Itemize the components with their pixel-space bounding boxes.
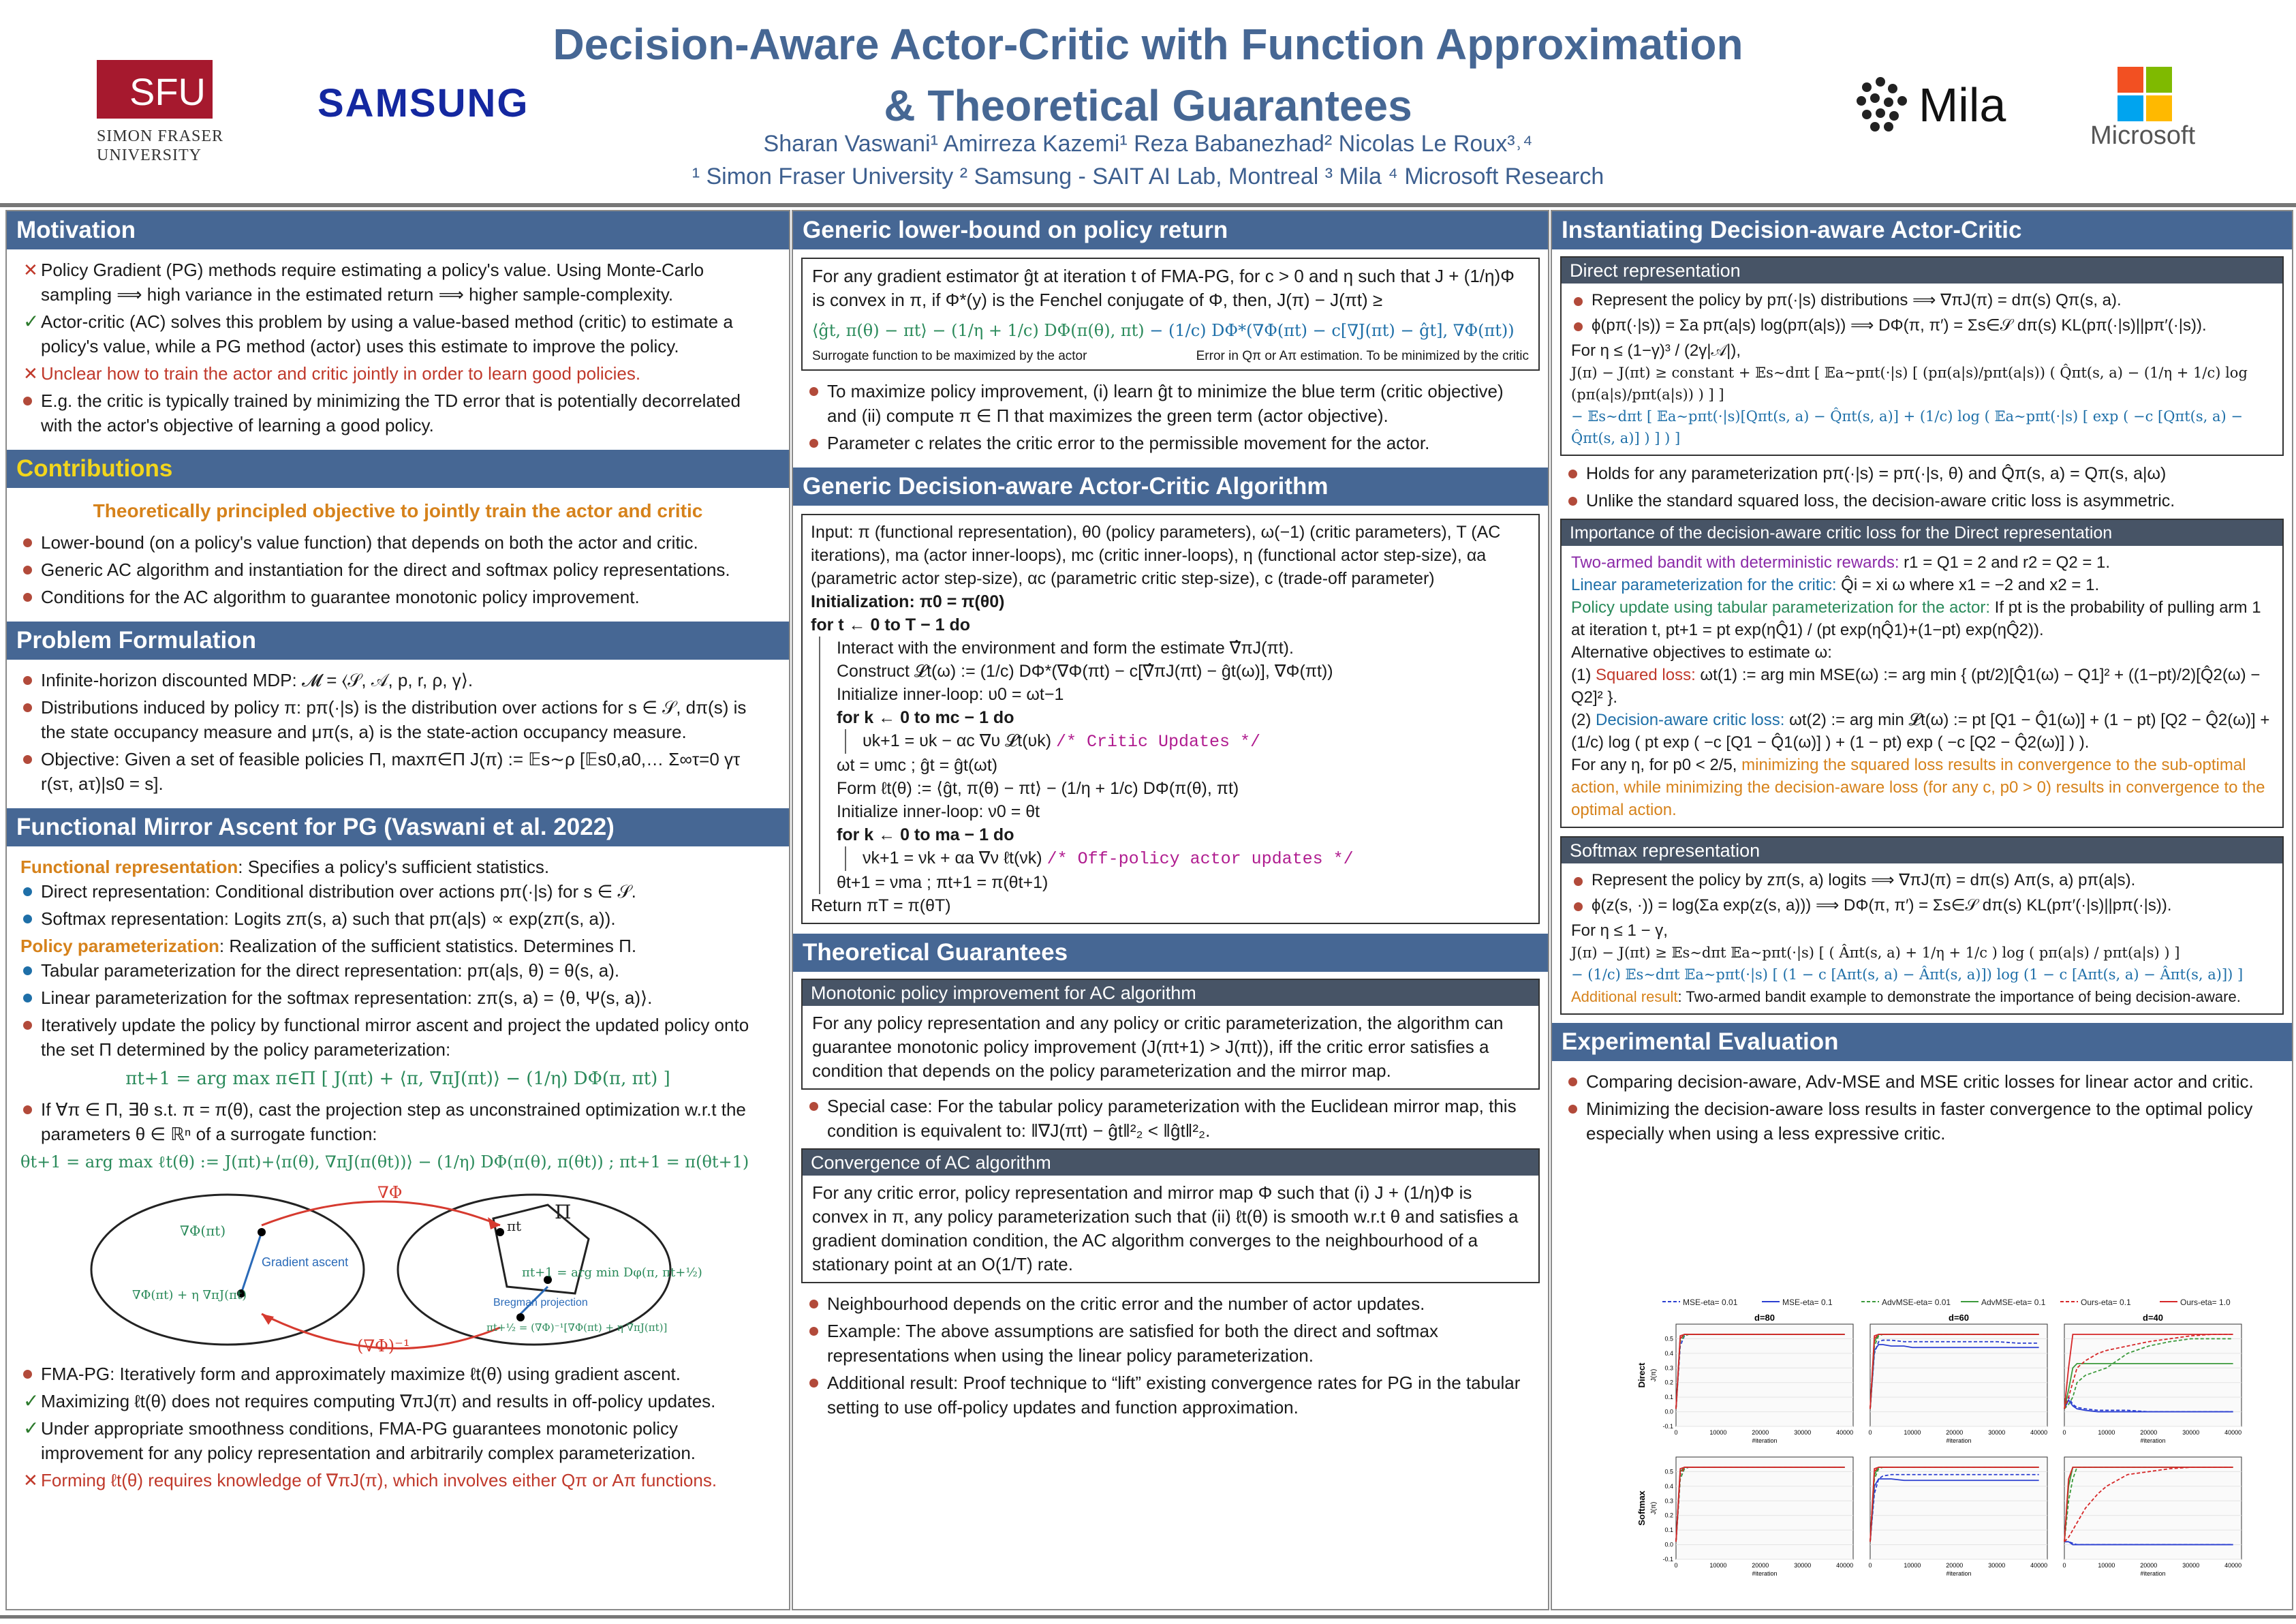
direct-notes [1552, 456, 2292, 519]
column-left [5, 210, 790, 1610]
x-tick-label: 30000 [1794, 1562, 1812, 1569]
microsoft-logo-icon [2117, 67, 2172, 121]
algorithm-box [801, 514, 1540, 924]
softmax-additional [1571, 985, 2273, 1008]
y-tick-label: 0.4 [1664, 1482, 1673, 1490]
param-item: Tabular parameterization for the direct representation: pπ(a|s, θ) = θ(s, a). [41, 958, 775, 983]
motivation-item: ✓ Actor-critic (AC) solves this problem by using a value-based method (critic) to estimate a policy's value, while a PG method (actor) uses this estimate to improve the policy. [41, 309, 775, 358]
contributions-headline: Theoretically principled objective to jointly train the actor and critic [93, 500, 703, 521]
problem-body [7, 660, 789, 808]
contribution-item: Generic AC algorithm and instantiation for the direct and softmax policy representations. [41, 557, 775, 582]
linear-critic-label: Linear parameterization for the critic: [1571, 576, 1837, 594]
affiliation-list: ¹ Simon Fraser University ² Samsung - SAIT AI Lab, Montreal ³ Mila ⁴ Microsoft Research [692, 164, 1604, 189]
da-loss-number: (2) [1571, 711, 1596, 729]
algo-return: Return πT = π(θT) [811, 896, 951, 915]
motivation-example: E.g. the critic is typically trained by minimizing the TD error that is potentially decorrelated with the actor's objective of learning a good policy. [41, 390, 741, 435]
direct-item: ϕ(pπ(·|s)) = Σa pπ(a|s) log(pπ(a|s)) ⟹ DΦ(π, π′) = Σs∈𝒮 dπ(s) KL(pπ(·|s)||pπ′(·|s)). [1592, 314, 2273, 337]
softmax-box [1560, 836, 2284, 1015]
x-tick-label: 0 [1868, 1429, 1872, 1436]
da-loss-label: Decision-aware critic loss: [1596, 711, 1785, 729]
y-tick-label: 0.5 [1664, 1335, 1673, 1343]
problem-item: Infinite-horizon discounted MDP: 𝓜 = ⟨𝒮, 𝒜, p, r, ρ, γ⟩. [41, 668, 775, 692]
convergence-box [801, 1148, 1540, 1283]
x-tick-label: 0 [1868, 1562, 1872, 1569]
monotonic-box [801, 979, 1540, 1090]
convergence-text: For any critic error, policy representation and mirror map Φ such that (i) J + (1/η)Φ is convex in π, any policy parameterization such that (ii) ℓt(θ) is smooth w.r.t θ and satisfies a gradient domination condition, the AC algorithm converges to the neighbourhood of a stationary point at an O(1/T) rate. [812, 1182, 1519, 1274]
contributions-body [7, 488, 789, 622]
additional-text: : Two-armed bandit example to demonstrate the importance of being decision-aware. [1677, 988, 2241, 1005]
bandit-label: Two-armed bandit with deterministic rewards: [1571, 553, 1899, 572]
importance-line [1571, 551, 2273, 574]
func-rep-text: : Specifies a policy's sufficient statistics. [238, 857, 550, 877]
legend-label: MSE-eta= 0.1 [1782, 1298, 1833, 1307]
diagram-left-point: ∇Φ(πt) [180, 1223, 226, 1239]
title-line1: Decision-Aware Actor-Critic with Function Approximation [553, 20, 1743, 69]
diagram-inv-grad-phi: (∇Φ)⁻¹ [357, 1336, 410, 1355]
monotonic-text: For any policy representation and any policy or critic parameterization, the algorithm can guarantee monotonic policy improvement (J(πt+1) > J(πt)), iff the critic error satisfies a condition that depends on the policy parameterization and the mirror map. [812, 1013, 1504, 1081]
algo-actor-loop [845, 846, 1530, 871]
panel-title: d=40 [2143, 1313, 2163, 1323]
column-middle [792, 210, 1549, 1610]
special-case-item: Special case: For the tabular policy parameterization with the Euclidean mirror map, this condition is equivalent to: ‖∇J(πt) − ĝt‖²₂ < ‖ĝt‖²₂. [827, 1094, 1534, 1143]
motivation-item [41, 388, 775, 438]
x-tick-label: 40000 [2224, 1562, 2242, 1569]
softmax-eq-critic: − (1/c) 𝔼s∼dπt 𝔼a∼pπt(·|s) [ (1 − c [Aπt(s, a) − Âπt(s, a)]) log (1 − c [Aπt(s, a) − Âπt(s, a)]) ] [1571, 966, 2244, 983]
softmax-eta: For η ≤ 1 − γ, [1571, 921, 1668, 940]
importance-body [1562, 546, 2282, 827]
importance-line [1571, 754, 2273, 821]
x-axis-label: #iteration [2140, 1437, 2166, 1444]
algo-input: Input: π (functional representation), θ0 (policy parameters), ω(−1) (critic parameters), T (AC iterations), ma (actor inner-loops), mc (critic inner-loops), η (functional actor step-size), αa (parametric actor step-size), αc (parametric critic step-size), c (trade-off parameter) [811, 523, 1501, 588]
lower-bound-item: Parameter c relates the critic error to the permissible movement for the actor. [827, 431, 1534, 455]
direct-eta: For η ≤ (1−γ)³ / (2γ|𝒜|), [1571, 341, 1741, 360]
x-tick-label: 10000 [2098, 1562, 2115, 1569]
x-tick-label: 30000 [1794, 1429, 1812, 1436]
y-tick-label: 0.0 [1664, 1541, 1673, 1548]
importance-line [1571, 709, 2273, 754]
importance-line: Alternative objectives to estimate ω: [1571, 643, 1832, 662]
theory-item: Additional result: Proof technique to “lift” existing convergence rates for PG in the tabular setting to use off-policy updates and function approximation. [827, 1370, 1534, 1420]
algo-actor-comment: /* Off-policy actor updates */ [1046, 849, 1354, 869]
poster-header [0, 0, 2296, 189]
squared-loss-text: ωt(1) := arg min MSE(ω) := arg min { (pt/2)[Q̂1(ω) − Q1]² + ((1−pt)/2)[Q̂2(ω) − Q2]² }. [1571, 666, 2261, 707]
fma-update-equation: πt+1 = arg max π∈Π [ J(πt) + ⟨π, ∇πJ(πt)⟩ − (1/η) DΦ(π, πt) ] [125, 1069, 670, 1089]
problem-heading: Problem Formulation [7, 622, 789, 660]
panel-frame [1870, 1324, 2047, 1426]
y-tick-label: -0.1 [1662, 1556, 1673, 1563]
algo-for-t: for t ← 0 to T − 1 do [811, 615, 971, 634]
brace-right-caption: Error in Qπ or Aπ estimation. To be minimized by the critic [1196, 349, 1529, 363]
theory-item: Example: The above assumptions are satisfied for both the direct and softmax representations when using the linear policy parameterization. [827, 1319, 1534, 1368]
diagram-bregman: Bregman projection [493, 1297, 588, 1308]
actor-term: ⟨ĝt, π(θ) − πt⟩ − (1/η + 1/c) DΦ(π(θ), πt) [812, 321, 1145, 340]
mila-logo-text: Mila [1919, 78, 2006, 132]
contribution-item: Conditions for the AC algorithm to guarantee monotonic policy improvement. [41, 585, 775, 609]
y-tick-label: 0.1 [1664, 1527, 1673, 1534]
surrogate-equation: θt+1 = arg max ℓt(θ) := J(πt)+⟨π(θ), ∇πJ(π(θt))⟩ − (1/η) DΦ(π(θ), π(θt)) ; πt+1 = π(θt+1) [20, 1152, 749, 1171]
diagram-grad-phi: ∇Φ [377, 1183, 403, 1202]
legend-label: AdvMSE-eta= 0.01 [1882, 1298, 1951, 1307]
theory-body [793, 1283, 1548, 1432]
diagram-left-lower: ∇Φ(πt) + η ∇πJ(πt) [132, 1288, 247, 1302]
y-axis-label: J(π) [1650, 1368, 1658, 1382]
x-tick-label: 30000 [2182, 1562, 2200, 1569]
x-tick-label: 40000 [2030, 1429, 2048, 1436]
x-tick-label: 20000 [1946, 1429, 1964, 1436]
linear-critic-text: Q̂i = xi ω where x1 = −2 and x2 = 1. [1836, 576, 2100, 594]
special-case [793, 1090, 1548, 1148]
y-axis-label: J(π) [1650, 1501, 1658, 1515]
x-axis-label: #iteration [1752, 1437, 1778, 1444]
diagram-bottom-eq: πt+½ = (∇Φ)⁻¹[∇Φ(πt) + η ∇πJ(πt)] [486, 1321, 668, 1334]
x-axis-label: #iteration [1752, 1570, 1778, 1577]
da-loss-text: ωt(2) := arg min 𝓛t(ω) := pt [Q1 − Q̂1(ω)] + (1 − pt) [Q2 − Q̂2(ω)] + (1/c) log ( pt exp ( −c [Q1 − Q̂1(ω)] ) + (1 − pt) exp ( −c [Q2 − Q̂2(ω)] ) ). [1571, 711, 2270, 752]
experimental-heading: Experimental Evaluation [1552, 1023, 2292, 1061]
diagram-right-update: πt+1 = arg min Dφ(π, πt+½) [522, 1266, 702, 1280]
func-rep-label: Functional representation [20, 857, 238, 877]
importance-subheading: Importance of the decision-aware critic loss for the Direct representation [1562, 520, 2282, 546]
y-tick-label: 0.5 [1664, 1468, 1673, 1475]
mirror-ascent-diagram [57, 1178, 739, 1362]
x-tick-label: 20000 [1752, 1562, 1769, 1569]
contribution-item: Lower-bound (on a policy's value function) that depends on both the actor and critic. [41, 530, 775, 555]
legend-label: MSE-eta= 0.01 [1683, 1298, 1738, 1307]
x-tick-label: 20000 [1946, 1562, 1964, 1569]
result-text: minimizing the squared loss results in convergence to the sub-optimal action, while minimizing the decision-aware loss (for any c, p0 > 0) results in convergence to the optimal action. [1571, 756, 2265, 819]
importance-box [1560, 519, 2284, 828]
fma-body [7, 846, 789, 1505]
x-tick-label: 40000 [1836, 1429, 1854, 1436]
theory-heading: Theoretical Guarantees [793, 934, 1548, 972]
diagram-right-point: πt [507, 1218, 522, 1234]
x-axis-label: #iteration [2140, 1570, 2166, 1577]
panel-title: d=80 [1754, 1313, 1775, 1323]
x-tick-label: 10000 [1709, 1562, 1727, 1569]
algo-line: Initialize inner-loop: υ0 = ωt−1 [837, 685, 1064, 704]
lower-bound-body [793, 371, 1548, 468]
fma-bottom-item: ✓ Under appropriate smoothness conditions, FMA-PG guarantees monotonic policy improvement for any policy representation and arbitrarily complex parameterization. [41, 1416, 775, 1465]
lower-bound-text: For any gradient estimator ĝt at iteration t of FMA-PG, for c > 0 and η such that J + (1/η)Φ is convex in π, if Φ*(y) is the Fenchel conjugate of Φ, then, J(π) − J(πt) ≥ [812, 266, 1515, 310]
x-tick-label: 30000 [1988, 1429, 2006, 1436]
squared-loss-label: Squared loss: [1596, 666, 1696, 684]
brace-captions [803, 349, 1538, 369]
panel-frame [1870, 1457, 2047, 1559]
softmax-item: ϕ(z(s, ·)) = log(Σa exp(z(s, a))) ⟹ DΦ(π, π′) = Σs∈𝒮 dπ(s) KL(pπ′(·|s)||pπ(·|s)). [1592, 894, 2273, 917]
bandit-text: r1 = Q1 = 2 and r2 = Q2 = 1. [1899, 553, 2111, 572]
x-tick-label: 40000 [1836, 1562, 1854, 1569]
motivation-item: ✕ Policy Gradient (PG) methods require estimating a policy's value. Using Monte-Carlo sampling ⟹ high variance in the estimated return ⟹ higher sample-complexity. [41, 258, 775, 307]
lower-bound-item: To maximize policy improvement, (i) learn ĝt to minimize the blue term (critic objective) and (ii) compute π ∈ Π that maximizes the green term (actor objective). [827, 379, 1534, 428]
squared-loss-number: (1) [1571, 666, 1596, 684]
iterate-item: Iteratively update the policy by functional mirror ascent and project the updated policy onto the set Π determined by the policy parameterization: [41, 1013, 775, 1062]
x-tick-label: 0 [2062, 1562, 2066, 1569]
algo-line: for k ← 0 to ma − 1 do [837, 825, 1014, 844]
monotonic-subheading: Monotonic policy improvement for AC algorithm [803, 980, 1538, 1006]
problem-item: Objective: Given a set of feasible policies Π, maxπ∈Π J(π) := 𝔼s∼ρ [𝔼s0,a0,… Σ∞τ=0 γτ r(sτ, aτ)|s0 = s]. [41, 747, 775, 796]
x-tick-label: 20000 [2140, 1562, 2158, 1569]
algo-critic-update: υk+1 = υk − αc ∇υ 𝓛t(υk) [863, 731, 1052, 750]
algo-line: Interact with the environment and form the estimate ∇̂πJ(πt). [837, 639, 1294, 658]
header-divider [0, 203, 2296, 207]
sfu-logo-text: SFU [129, 70, 206, 113]
importance-line [1571, 596, 2273, 641]
theory-item: Neighbourhood depends on the critic error and the number of actor updates. [827, 1291, 1534, 1316]
author-list: Sharan Vaswani¹ Amirreza Kazemi¹ Reza Babanezhad² Nicolas Le Roux³˒⁴ [763, 131, 1533, 157]
x-tick-label: 30000 [2182, 1429, 2200, 1436]
x-tick-label: 10000 [1904, 1562, 1921, 1569]
x-tick-label: 0 [1674, 1562, 1678, 1569]
row-label: Direct [1636, 1362, 1647, 1388]
row-label: Softmax [1636, 1490, 1647, 1526]
direct-note-item: Holds for any parameterization pπ(·|s) = pπ(·|s, θ) and Q̂π(s, a) = Qπ(s, a|ω) [1586, 461, 2278, 486]
x-tick-label: 20000 [1752, 1429, 1769, 1436]
problem-item: Distributions induced by policy π: pπ(·|s) is the distribution over actions for s ∈ 𝒮, dπ(s) is the state occupancy measure and μπ(s, a) is the state-action occupancy measure. [41, 695, 775, 744]
param-line [20, 934, 775, 958]
fma-bottom-item: ✕ Forming ℓt(θ) requires knowledge of ∇πJ(π), which involves either Qπ or Aπ functions. [41, 1468, 775, 1492]
result-prefix: For any η, for p0 < 2/5, [1571, 756, 1742, 774]
microsoft-logo-text: Microsoft [2090, 121, 2196, 150]
convergence-subheading: Convergence of AC algorithm [803, 1150, 1538, 1176]
mila-logo [1853, 74, 2006, 135]
func-rep-line [20, 855, 775, 879]
experimental-body [1552, 1061, 2292, 1151]
softmax-subheading: Softmax representation [1562, 838, 2282, 863]
direct-subheading: Direct representation [1562, 258, 2282, 284]
sfu-logo [97, 60, 213, 119]
algo-critic-comment: /* Critic Updates */ [1055, 732, 1261, 752]
brace-left-caption: Surrogate function to be maximized by the actor [812, 349, 1087, 363]
x-tick-label: 10000 [2098, 1429, 2115, 1436]
param-item: Linear parameterization for the softmax representation: zπ(s, a) = ⟨θ, Ψ(s, a)⟩. [41, 985, 775, 1010]
x-tick-label: 0 [1674, 1429, 1678, 1436]
y-tick-label: 0.1 [1664, 1394, 1673, 1401]
algorithm-heading: Generic Decision-aware Actor-Critic Algorithm [793, 468, 1548, 506]
y-tick-label: 0.3 [1664, 1364, 1673, 1372]
importance-line [1571, 574, 2273, 596]
samsung-logo: SAMSUNG [317, 81, 529, 125]
motivation-heading: Motivation [7, 211, 789, 249]
cast-item: If ∀π ∈ Π, ∃θ s.t. π = π(θ), cast the projection step as unconstrained optimization w.r.t the parameters θ ∈ ℝⁿ of a surrogate function: [41, 1097, 775, 1146]
algo-line: Initialize inner-loop: ν0 = θt [837, 802, 1040, 821]
direct-eq-critic: − 𝔼s∼dπt [ 𝔼a∼pπt(·|s)[Qπt(s, a) − Q̂πt(s, a)] + (1/c) log ( 𝔼a∼pπt(·|s) [ exp ( −c [Qπt(s, a) − Q̂πt(s, a)] ) ] ) ] [1571, 408, 2243, 446]
lower-bound-equation [803, 318, 1538, 349]
softmax-eq-actor: J(π) − J(πt) ≥ 𝔼s∼dπt 𝔼a∼pπt(·|s) [ ( Âπt(s, a) + 1/η + 1/c ) log ( pπ(a|s) / pπt(a|s) ) ] [1571, 945, 2180, 961]
mila-dots-icon [1853, 74, 1914, 135]
softmax-item: Represent the policy by zπ(s, a) logits ⟹ ∇πJ(π) = dπ(s) Aπ(s, a) pπ(a|s). [1592, 869, 2273, 891]
algo-init: Initialization: π0 = π(θ0) [811, 592, 1005, 611]
panel-frame [2064, 1457, 2241, 1559]
direct-body [1562, 284, 2282, 455]
x-tick-label: 0 [2062, 1429, 2066, 1436]
func-rep-item: Softmax representation: Logits zπ(s, a) such that pπ(a|s) ∝ exp(zπ(s, a)). [41, 906, 775, 931]
y-tick-label: 0.0 [1664, 1408, 1673, 1415]
direct-box [1560, 256, 2284, 456]
y-tick-label: 0.2 [1664, 1379, 1673, 1386]
y-tick-label: 0.4 [1664, 1349, 1673, 1357]
algo-line: for k ← 0 to mc − 1 do [837, 708, 1014, 727]
algo-line: ωt = υmc ; ĝt = ĝt(ωt) [837, 756, 998, 775]
algo-line: Construct 𝓛t(ω) := (1/c) DΦ*(∇Φ(πt) − c[∇̂πJ(πt) − ĝt(ω)], ∇Φ(πt)) [837, 662, 1333, 681]
lower-bound-box [801, 258, 1540, 371]
x-axis-label: #iteration [1946, 1570, 1972, 1577]
direct-item: Represent the policy by pπ(·|s) distributions ⟹ ∇πJ(π) = dπ(s) Qπ(s, a). [1592, 289, 2273, 311]
poster-title [518, 14, 1778, 136]
footer-divider [0, 1615, 2296, 1619]
algo-critic-loop [845, 729, 1530, 754]
x-tick-label: 30000 [1988, 1562, 2006, 1569]
results-chart-svg [1635, 1293, 2262, 1580]
critic-term: − (1/c) DΦ*(∇Φ(πt) − c[∇J(πt) − ĝt], ∇Φ(πt)) [1149, 321, 1515, 340]
x-tick-label: 20000 [2140, 1429, 2158, 1436]
x-tick-label: 40000 [2224, 1429, 2242, 1436]
additional-label: Additional result [1571, 988, 1678, 1005]
panel-title: d=60 [1949, 1313, 1969, 1323]
diagram-grad-ascent: Gradient ascent [262, 1255, 349, 1269]
param-label: Policy parameterization [20, 936, 219, 956]
motivation-item: ✕ Unclear how to train the actor and critic jointly in order to learn good policies. [41, 361, 775, 386]
algo-line: Form ℓt(θ) := ⟨ĝt, π(θ) − πt⟩ − (1/η + 1/c) DΦ(π(θ), πt) [837, 779, 1239, 798]
algo-actor-update: νk+1 = νk + αa ∇ν ℓt(νk) [863, 848, 1042, 868]
fma-bottom-item: ✓ Maximizing ℓt(θ) does not requires computing ∇πJ(π) and results in off-policy updates. [41, 1389, 775, 1413]
y-tick-label: 0.3 [1664, 1497, 1673, 1505]
sfu-line1: SIMON FRASER [97, 127, 224, 145]
instantiating-heading: Instantiating Decision-aware Actor-Critic [1552, 211, 2292, 249]
x-tick-label: 10000 [1904, 1429, 1921, 1436]
fma-heading: Functional Mirror Ascent for PG (Vaswani et al. 2022) [7, 808, 789, 846]
fma-bottom-item: FMA-PG: Iteratively form and approximately maximize ℓt(θ) using gradient ascent. [41, 1362, 775, 1386]
title-line2: & Theoretical Guarantees [884, 81, 1412, 130]
experimental-item: Comparing decision-aware, Adv-MSE and MSE critic losses for linear actor and critic. [1586, 1069, 2278, 1094]
policy-update-label: Policy update using tabular parameterization for the actor: [1571, 598, 1991, 617]
direct-note-item: Unlike the standard squared loss, the decision-aware critic loss is asymmetric. [1586, 489, 2278, 513]
lower-bound-heading: Generic lower-bound on policy return [793, 211, 1548, 249]
results-chart [1635, 1293, 2262, 1580]
legend-label: AdvMSE-eta= 0.1 [1981, 1298, 2046, 1307]
x-tick-label: 10000 [1709, 1429, 1727, 1436]
importance-line [1571, 664, 2273, 709]
sfu-line2: UNIVERSITY [97, 147, 202, 164]
diagram-pi-set: Π [555, 1201, 572, 1223]
legend-label: Ours-eta= 0.1 [2081, 1298, 2131, 1307]
direct-eq-actor: J(π) − J(πt) ≥ constant + 𝔼s∼dπt [ 𝔼a∼pπt(·|s) [ (pπ(a|s)/pπt(a|s)) ( Q̂πt(s, a) − (1/η + 1/c) log (pπ(a|s)/pπt(a|s)) ) ] ] [1571, 365, 2248, 403]
panel-frame [1676, 1324, 1853, 1426]
x-axis-label: #iteration [1946, 1437, 1972, 1444]
y-tick-label: 0.2 [1664, 1512, 1673, 1519]
sfu-logo-caption [97, 127, 233, 165]
func-rep-item: Direct representation: Conditional distribution over actions pπ(·|s) for s ∈ 𝒮. [41, 879, 775, 904]
panel-frame [1676, 1457, 1853, 1559]
algo-loop-body [819, 637, 1530, 894]
contributions-heading: Contributions [7, 450, 789, 488]
legend-label: Ours-eta= 1.0 [2180, 1298, 2231, 1307]
experimental-item: Minimizing the decision-aware loss results in faster convergence to the optimal policy especially when using a less expressive critic. [1586, 1097, 2278, 1146]
softmax-body [1562, 863, 2282, 1013]
algo-line: θt+1 = νma ; πt+1 = π(θt+1) [837, 873, 1049, 892]
motivation-body [7, 249, 789, 450]
param-text: : Realization of the sufficient statistics. Determines Π. [219, 936, 637, 956]
x-tick-label: 40000 [2030, 1562, 2048, 1569]
policy-update-text: If pt is the probability of pulling arm 1 at iteration t, pt+1 = pt exp(ηQ̂1) / (pt exp(ηQ̂1)+(1−pt) exp(ηQ̂2)). [1571, 598, 2261, 639]
y-tick-label: -0.1 [1662, 1423, 1673, 1430]
